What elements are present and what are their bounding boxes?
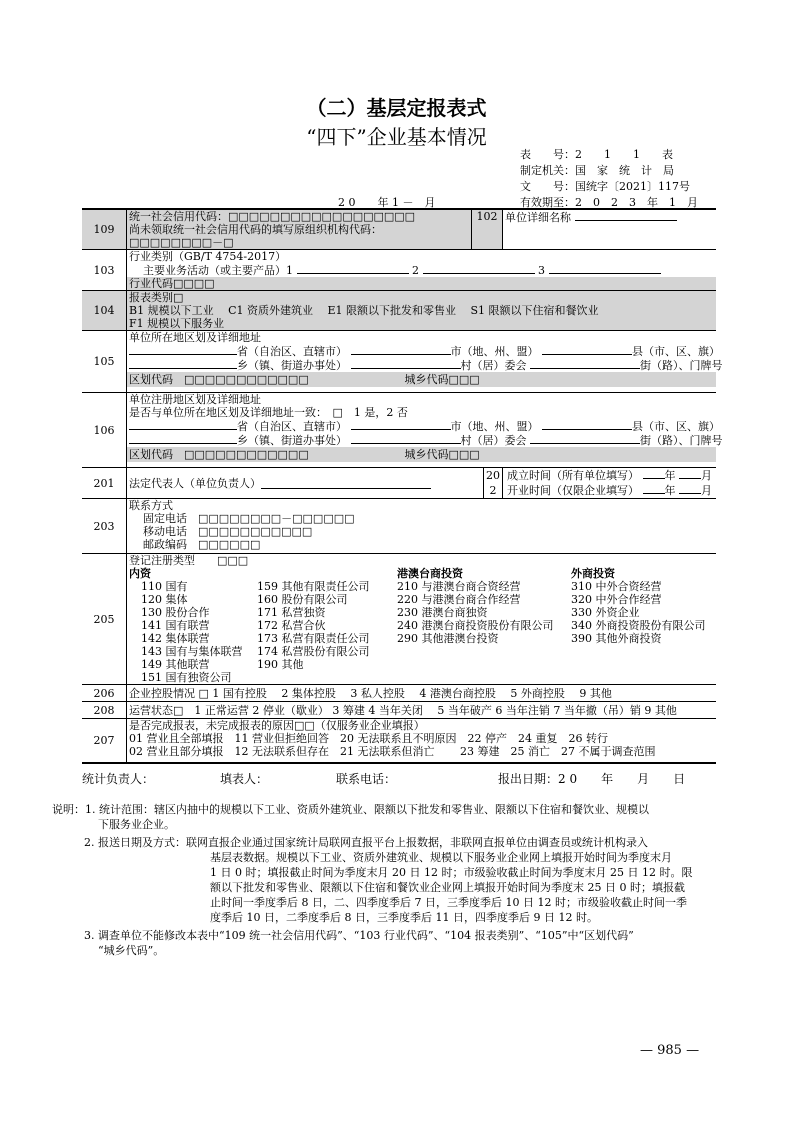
town-code-field[interactable]: 城乡代码□□□	[404, 373, 480, 386]
town-field[interactable]	[129, 433, 237, 444]
city-label: 市（地、州、盟）	[450, 345, 539, 358]
reg-option: 340 外商投资股份有限公司	[571, 619, 706, 632]
reg-option: 159 其他有限责任公司	[257, 580, 370, 593]
note-1-cont: 下服务业企业。	[98, 818, 175, 831]
activity-3-label: 3	[538, 264, 545, 277]
legal-rep-field[interactable]	[261, 478, 431, 489]
filler-label: 填表人：	[220, 772, 269, 786]
opening-month-field[interactable]	[679, 483, 701, 494]
row-code: 109	[82, 209, 127, 250]
town-label: 乡（镇、街道办事处）	[237, 434, 347, 447]
row-105	[82, 331, 716, 393]
activity-2-label: 2	[412, 264, 419, 277]
reg-option: 174 私营股份有限公司	[257, 645, 370, 658]
note-2-cont: 度季后 10 日，二季度季后 8 日，三季度季后 11 日，四季度季后 9 日 12 时。	[210, 911, 598, 924]
opening-time-label: 开业时间（仅限企业填写）	[507, 484, 639, 497]
completion-options-2: 02 营业且部分填报 12 无法联系但存在 21 无法联系但消亡 23 筹建 25 消亡 27 不属于调查范围	[129, 745, 656, 758]
reg-option: 149 其他联营	[141, 658, 210, 671]
reg-option: 143 国有与集体联营	[141, 645, 243, 658]
row-code: 205	[82, 554, 127, 685]
registered-address-label: 单位注册地区划及详细地址	[129, 393, 261, 406]
reg-option: 172 私营合伙	[257, 619, 326, 632]
reg-option: 173 私营有限责任公司	[257, 632, 370, 645]
holding-status-field[interactable]: 企业控股情况 □ 1 国有控股 2 集体控股 3 私人控股 4 港澳台商控股 5 外商控股 9 其他	[127, 685, 717, 702]
province-field[interactable]	[129, 419, 237, 430]
mobile-field[interactable]: 移动电话 □□□□□□□□□□□	[143, 525, 313, 538]
form-number: 表 号：2 1 1 表	[520, 148, 673, 161]
village-field[interactable]	[351, 358, 461, 369]
row-208	[82, 702, 716, 719]
row-code-20: 20	[486, 469, 500, 482]
month-label: 月	[701, 484, 712, 497]
foreign-heading: 外商投资	[571, 567, 615, 580]
established-month-field[interactable]	[679, 468, 701, 479]
form-subtitle: “四下”企业基本情况	[306, 125, 487, 149]
completion-options-1: 01 营业且全部填报 11 营业但拒绝回答 20 无法联系且不明原因 22 停产 24 重复 26 转行	[129, 732, 608, 745]
valid-until: 有效期至：2 0 2 3 年 1 月	[520, 196, 698, 209]
reg-option: 171 私营独资	[257, 606, 326, 619]
activity-3-field[interactable]	[549, 263, 661, 274]
town-code-field[interactable]: 城乡代码□□□	[404, 448, 480, 461]
street-field[interactable]	[530, 433, 640, 444]
row-207	[82, 719, 716, 763]
reg-option: 151 国有独资公司	[141, 671, 232, 684]
industry-category-label: 行业类别（GB/T 4754-2017）	[129, 250, 287, 263]
registration-type-field[interactable]: 登记注册类型 □□□	[129, 554, 249, 567]
phone-label: 联系电话：	[336, 772, 397, 786]
month-label: 月	[701, 469, 712, 482]
activity-1-field[interactable]	[297, 263, 409, 274]
page-title: （二）基层定报表式	[306, 96, 487, 120]
province-label: 省（自治区、直辖市）	[237, 345, 347, 358]
row-206	[82, 685, 716, 702]
row-code: 103	[82, 250, 127, 291]
org-code-label: 尚未领取统一社会信用代码的填写原组织机构代码：	[129, 223, 382, 236]
row-code-102: 102	[472, 209, 503, 250]
reg-option: 230 港澳台商独资	[397, 606, 488, 619]
row-code: 201	[82, 468, 127, 499]
report-category-options: B1 规模以下工业 C1 资质外建筑业 E1 限额以下批发和零售业 S1 限额以下住宿和餐饮业	[129, 304, 599, 317]
row-109	[82, 209, 716, 250]
hk-macau-taiwan-heading: 港澳台商投资	[397, 567, 463, 580]
street-label: 街（路）、门牌号	[640, 434, 723, 447]
province-label: 省（自治区、直辖市）	[237, 420, 347, 433]
reg-option: 142 集体联营	[141, 632, 210, 645]
document-number: 文 号：国统字〔2021〕117号	[520, 180, 690, 193]
reg-option: 320 中外合作经营	[571, 593, 662, 606]
row-code: 104	[82, 291, 127, 331]
note-3-cont: “城乡代码”。	[98, 944, 165, 957]
location-label: 单位所在地区划及详细地址	[129, 331, 261, 344]
reg-option: 141 国有联营	[141, 619, 210, 632]
street-field[interactable]	[530, 358, 640, 369]
city-label: 市（地、州、盟）	[450, 420, 539, 433]
row-code: 206	[82, 685, 127, 702]
main-activity-label: 主要业务活动（或主要产品）1	[143, 264, 293, 277]
same-address-field[interactable]: 是否与单位所在地区划及详细地址一致： □ 1 是，2 否	[129, 406, 408, 419]
credit-code-field[interactable]: 统一社会信用代码：□□□□□□□□□□□□□□□□□□	[129, 210, 416, 223]
reg-option: 110 国有	[141, 580, 188, 593]
note-2-cont: 额以下批发和零售业、限额以下住宿和餐饮业企业网上填报开始时间为季度末 25 日 0 时；填报截	[210, 881, 685, 894]
notes	[52, 802, 732, 958]
note-2: 2. 报送日期及方式：联网直报企业通过国家统计局联网直报平台上报数据，非联网直报单位由调查员或统计机构录入	[84, 836, 648, 849]
issuing-authority: 制定机关：国 家 统 计 局	[520, 164, 674, 177]
industry-code-field[interactable]: 行业代码□□□□	[127, 277, 716, 290]
unit-name-label: 单位详细名称	[505, 211, 571, 224]
reg-option: 240 港澳台商投资股份有限公司	[397, 619, 554, 632]
unit-name-field[interactable]	[575, 210, 677, 221]
reg-option: 220 与港澳台商合作经营	[397, 593, 521, 606]
report-category-field[interactable]: 报表类别□	[129, 291, 184, 304]
row-104	[82, 291, 716, 331]
operating-status-field[interactable]: 运营状态□ 1 正常运营 2 停业（歇业） 3 筹建 4 当年关闭 5 当年破产 6 当年注销 7 当年撤（吊）销 9 其他	[127, 702, 717, 719]
domestic-heading: 内资	[129, 567, 151, 580]
town-field[interactable]	[129, 358, 237, 369]
reg-option: 130 股份合作	[141, 606, 210, 619]
row-106	[82, 393, 716, 468]
established-year-field[interactable]	[643, 468, 665, 479]
area-code-field[interactable]: 区划代码 □□□□□□□□□□□□	[129, 373, 309, 386]
province-field[interactable]	[129, 344, 237, 355]
opening-year-field[interactable]	[643, 483, 665, 494]
completion-status-field[interactable]: 是否完成报表，未完成报表的原因□□（仅服务业企业填报）	[129, 719, 425, 732]
reg-option: 160 股份有限公司	[257, 593, 348, 606]
row-203	[82, 499, 716, 554]
reg-option: 120 集体	[141, 593, 188, 606]
county-label: 县（市、区、旗）	[632, 420, 720, 433]
row-201	[82, 468, 716, 499]
row-205	[82, 554, 716, 685]
county-field[interactable]	[542, 344, 632, 355]
note-2-cont: 基层表数据。规模以下工业、资质外建筑业、规模以下服务业企业网上填报开始时间为季度末月	[210, 851, 672, 864]
legal-rep-label: 法定代表人（单位负责人）	[129, 476, 261, 490]
row-code: 203	[82, 499, 127, 554]
reg-option: 310 中外合资经营	[571, 580, 662, 593]
row-code: 105	[82, 331, 127, 393]
page-number: — 985 —	[640, 1043, 700, 1058]
street-label: 街（路）、门牌号	[640, 359, 723, 372]
report-date-label: 报出日期：2 0 年 月 日	[498, 772, 686, 786]
reg-option: 210 与港澳台商合资经营	[397, 580, 521, 593]
year-label: 年	[664, 469, 676, 482]
note-2-cont: 止时间一季度季后 8 日，二、四季度季后 7 日，三季度季后 10 日 12 时；市级验收截止时间一季	[210, 896, 687, 909]
village-field[interactable]	[351, 433, 461, 444]
note-2-cont: 1 日 0 时；填报截止时间为季度末月 20 日 12 时；市级验收截止时间为季度末月 25 日 12 时。限	[210, 866, 693, 879]
row-code: 106	[82, 393, 127, 468]
reg-option: 190 其他	[257, 658, 304, 671]
note-1: 说明：1. 统计范围：辖区内抽中的规模以下工业、资质外建筑业、限额以下批发和零售业、限额以下住宿和餐饮业、规模以	[52, 803, 649, 816]
contact-label: 联系方式	[129, 499, 173, 512]
city-field[interactable]	[351, 344, 451, 355]
postcode-field[interactable]: 邮政编码 □□□□□□	[143, 538, 261, 551]
row-code: 207	[82, 719, 127, 763]
county-label: 县（市、区、旗）	[632, 345, 720, 358]
report-category-option-f1: F1 规模以下服务业	[129, 317, 225, 330]
note-3: 3. 调查单位不能修改本表中“109 统一社会信用代码”、“103 行业代码”、“104 报表类别”、“105”中“区划代码”	[84, 929, 634, 942]
village-label: 村（居）委会	[460, 434, 527, 447]
activity-2-field[interactable]	[423, 263, 535, 274]
year-label: 年	[664, 484, 676, 497]
stat-head-label: 统计负责人：	[82, 772, 155, 786]
org-code-field[interactable]: □□□□□□□□－□	[129, 236, 234, 249]
village-label: 村（居）委会	[460, 359, 527, 372]
form-table	[82, 208, 723, 764]
established-time-label: 成立时间（所有单位填写）	[507, 469, 639, 482]
area-code-field[interactable]: 区划代码 □□□□□□□□□□□□	[129, 448, 309, 461]
landline-field[interactable]: 固定电话 □□□□□□□□－□□□□□□	[143, 512, 355, 525]
row-code-2: 2	[489, 484, 497, 497]
row-103	[82, 250, 716, 291]
county-field[interactable]	[542, 419, 632, 430]
city-field[interactable]	[351, 419, 451, 430]
report-period: 2 0 年 1 － 月	[338, 196, 436, 209]
row-code: 208	[82, 702, 127, 719]
reg-option: 330 外资企业	[571, 606, 640, 619]
reg-option: 390 其他外商投资	[571, 632, 662, 645]
reg-option: 290 其他港澳台投资	[397, 632, 499, 645]
town-label: 乡（镇、街道办事处）	[237, 359, 347, 372]
